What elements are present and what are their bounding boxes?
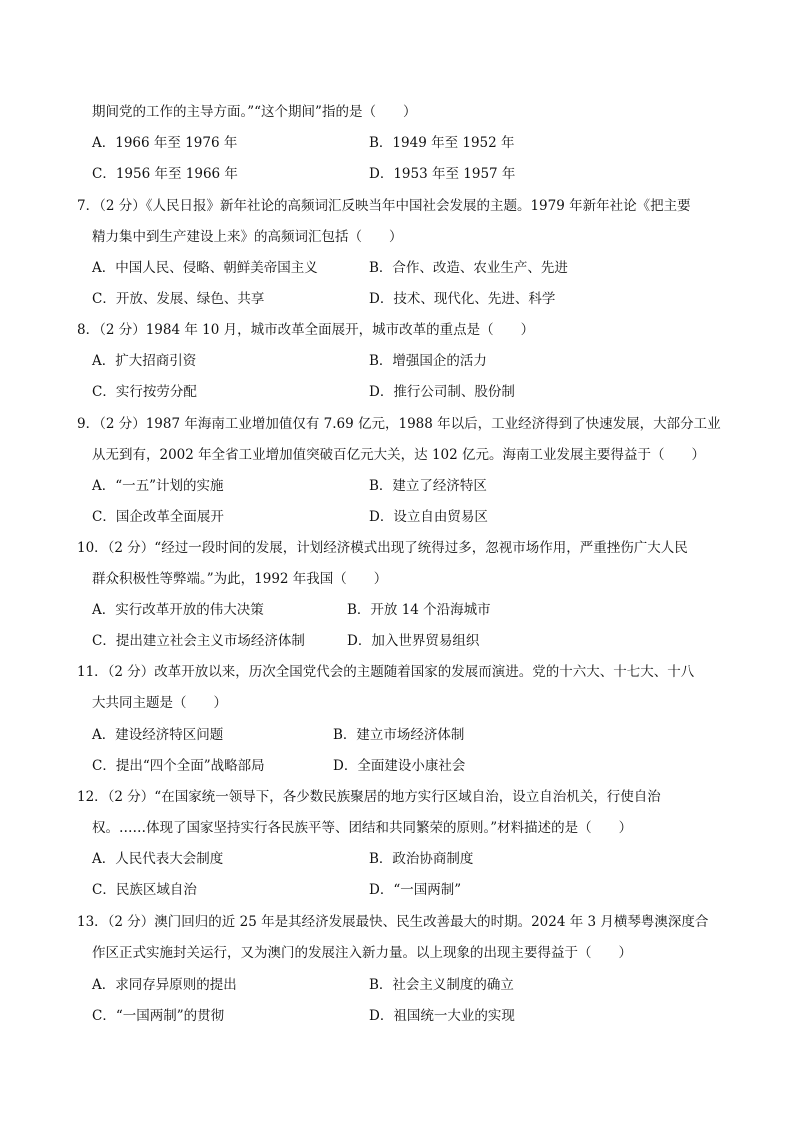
q13-option-d: D．祖国统一大业的实现 [369,1008,515,1024]
q13-stem-line-2: 作区正式实施封关运行，又为澳门的发展注入新力量。以上现象的出现主要得益于（ ） [92,945,632,961]
q10-option-a: A．实行改革开放的伟大决策 [92,602,264,618]
q12-option-d: D．“一国两制” [369,882,462,898]
q9-stem-line-1: 9．（2 分）1987 年海南工业增加值仅有 7.69 亿元，1988 年以后，工业经济得到了快速发展，大部分工业 [77,416,721,432]
q13-stem-line-1: 13．（2 分）澳门回归的近 25 年是其经济发展最快、民生改善最大的时期。2024 年 3 月横琴粤澳深度合 [77,914,709,930]
q8-option-d: D．推行公司制、股份制 [369,384,515,400]
q9-option-c: C．国企改革全面展开 [92,509,224,525]
q7-option-d: D．技术、现代化、先进、科学 [369,291,556,307]
q10-option-c: C．提出建立社会主义市场经济体制 [92,633,305,649]
q7-option-b: B．合作、改造、农业生产、先进 [369,260,568,276]
q7-stem-line-1: 7．（2 分）《人民日报》新年社论的高频词汇反映当年中国社会发展的主题。1979 年新年社论《把主要 [77,198,691,214]
q9-option-a: A．“一五”计划的实施 [92,478,224,494]
q11-stem-line-2: 大共同主题是（ ） [92,695,227,711]
q8-option-b: B．增强国企的活力 [369,353,487,369]
q11-option-b: B．建立市场经济体制 [333,727,465,743]
q6-option-c: C．1956 年至 1966 年 [92,166,238,182]
q12-option-a: A．人民代表大会制度 [92,851,224,867]
q9-option-b: B．建立了经济特区 [369,478,487,494]
q10-option-b: B．开放 14 个沿海城市 [347,602,491,618]
q8-stem-line-1: 8．（2 分）1984 年 10 月，城市改革全面展开，城市改革的重点是（ ） [77,322,535,338]
q11-stem-line-1: 11．（2 分）改革开放以来，历次全国党代会的主题随着国家的发展而演进。党的十六大、十七大、十八 [77,664,695,680]
q12-option-b: B．政治协商制度 [369,851,474,867]
q12-stem-line-2: 权。……体现了国家坚持实行各民族平等、团结和共同繁荣的原则。”材料描述的是（ ） [92,820,633,836]
q10-option-d: D．加入世界贸易组织 [347,633,480,649]
question-6-stem-end: 期间党的工作的主导方面。”“这个期间”指的是（ ） [92,104,417,120]
q13-option-b: B．社会主义制度的确立 [369,977,514,993]
q13-option-a: A．求同存异原则的提出 [92,977,237,993]
q8-option-a: A．扩大招商引资 [92,353,197,369]
q9-option-d: D．设立自由贸易区 [369,509,488,525]
q7-option-c: C．开放、发展、绿色、共享 [92,291,265,307]
q9-stem-line-2: 从无到有，2002 年全省工业增加值突破百亿元大关，达 102 亿元。海南工业发展主要得益于（ ） [92,447,705,463]
q13-option-c: C．“一国两制”的贯彻 [92,1008,225,1024]
q6-option-a: A．1966 年至 1976 年 [92,135,238,151]
q6-option-d: D．1953 年至 1957 年 [369,166,516,182]
q6-option-b: B．1949 年至 1952 年 [369,135,515,151]
q11-option-d: D．全面建设小康社会 [333,758,466,774]
q8-option-c: C．实行按劳分配 [92,384,197,400]
q11-option-c: C．提出“四个全面”战略部局 [92,758,265,774]
q7-option-a: A．中国人民、侵略、朝鲜美帝国主义 [92,260,318,276]
q12-option-c: C．民族区域自治 [92,882,197,898]
q12-stem-line-1: 12．（2 分）“在国家统一领导下，各少数民族聚居的地方实行区域自治，设立自治机关，行使自治 [77,789,661,805]
q11-option-a: A．建设经济特区问题 [92,727,224,743]
q7-stem-line-2: 精力集中到生产建设上来》的高频词汇包括（ ） [92,229,403,245]
q10-stem-line-2: 群众积极性等弊端。”为此，1992 年我国（ ） [92,571,388,587]
q10-stem-line-1: 10．（2 分）“经过一段时间的发展，计划经济模式出现了统得过多，忽视市场作用，严重挫伤广大人民 [77,540,688,556]
